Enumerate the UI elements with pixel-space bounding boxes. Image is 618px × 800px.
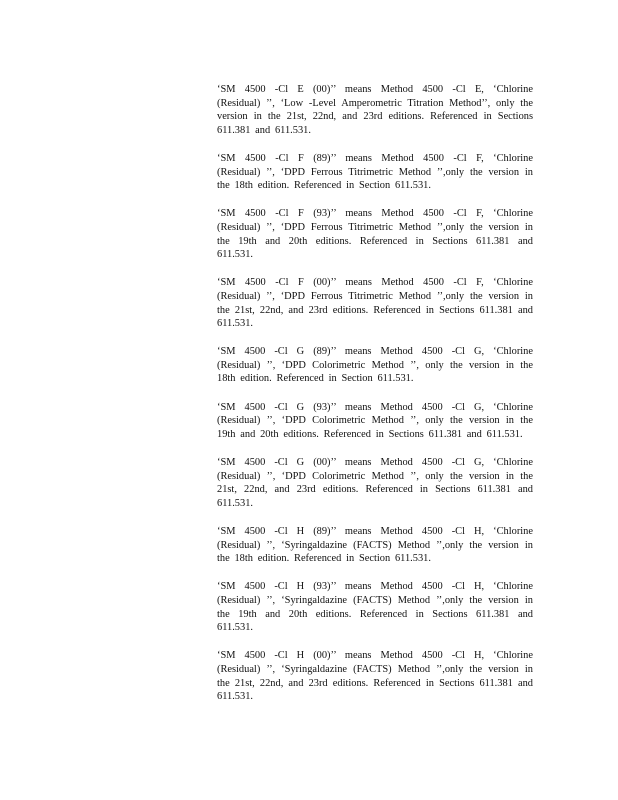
definition-paragraph-sm4500-cl-f-00: ‘SM 4500 -Cl F (00)’’ means Method 4500 -Cl F, ‘Chlorine (Residual) ’’, ‘DPD Ferrous Titrimetric Method ’’,only the version in the 21st, 22nd, and 23rd editions. Referenced in Sections 611.381 and 611.531. [217, 277, 533, 330]
definition-paragraph-sm4500-cl-g-89: ‘SM 4500 -Cl G (89)’’ means Method 4500 -Cl G, ‘Chlorine (Residual) ’’, ‘DPD Colorimetric Method ’’, only the version in the 18th edition. Referenced in Section 611.531. [217, 346, 533, 385]
definitions-column [217, 83, 533, 718]
definition-paragraph-sm4500-cl-f-93: ‘SM 4500 -Cl F (93)’’ means Method 4500 -Cl F, ‘Chlorine (Residual) ’’, ‘DPD Ferrous Titrimetric Method ’’,only the version in the 19th and 20th editions. Referenced in Sections 611.381 and 611.531. [217, 208, 533, 261]
definition-paragraph-sm4500-cl-g-00: ‘SM 4500 -Cl G (00)’’ means Method 4500 -Cl G, ‘Chlorine (Residual) ’’, ‘DPD Colorimetric Method ’’, only the version in the 21st, 22nd, and 23rd editions. Referenced in Sections 611.381 and 611.531. [217, 457, 533, 509]
definition-paragraph-sm4500-cl-h-00: ‘SM 4500 -Cl H (00)’’ means Method 4500 -Cl H, ‘Chlorine (Residual) ’’, ‘Syringaldazine (FACTS) Method ’’,only the version in the 21st, 22nd, and 23rd editions. Referenced in Sections 611.381 and 611.531. [217, 650, 533, 703]
definition-paragraph-sm4500-cl-e-00: ‘SM 4500 -Cl E (00)’’ means Method 4500 -Cl E, ‘Chlorine (Residual) ’’, ‘Low -Level Amperometric Titration Method’’, only the version in the 21st, 22nd, and 23rd editions. Referenced in Sections 611.381 and 611.531. [217, 84, 533, 136]
definition-paragraph-sm4500-cl-g-93: ‘SM 4500 -Cl G (93)’’ means Method 4500 -Cl G, ‘Chlorine (Residual) ’’, ‘DPD Colorimetric Method ’’, only the version in the 19th and 20th editions. Referenced in Sections 611.381 and 611.531. [217, 401, 533, 440]
definition-paragraph-sm4500-cl-h-93: ‘SM 4500 -Cl H (93)’’ means Method 4500 -Cl H, ‘Chlorine (Residual) ’’, ‘Syringaldazine (FACTS) Method ’’,only the version in the 19th and 20th editions. Referenced in Sections 611.381 and 611.531. [217, 581, 533, 634]
definition-paragraph-sm4500-cl-h-89: ‘SM 4500 -Cl H (89)’’ means Method 4500 -Cl H, ‘Chlorine (Residual) ’’, ‘Syringaldazine (FACTS) Method ’’,only the version in the 18th edition. Referenced in Section 611.531. [217, 526, 533, 565]
definition-paragraph-sm4500-cl-f-89: ‘SM 4500 -Cl F (89)’’ means Method 4500 -Cl F, ‘Chlorine (Residual) ’’, ‘DPD Ferrous Titrimetric Method ’’,only the version in the 18th edition. Referenced in Section 611.531. [217, 152, 533, 192]
